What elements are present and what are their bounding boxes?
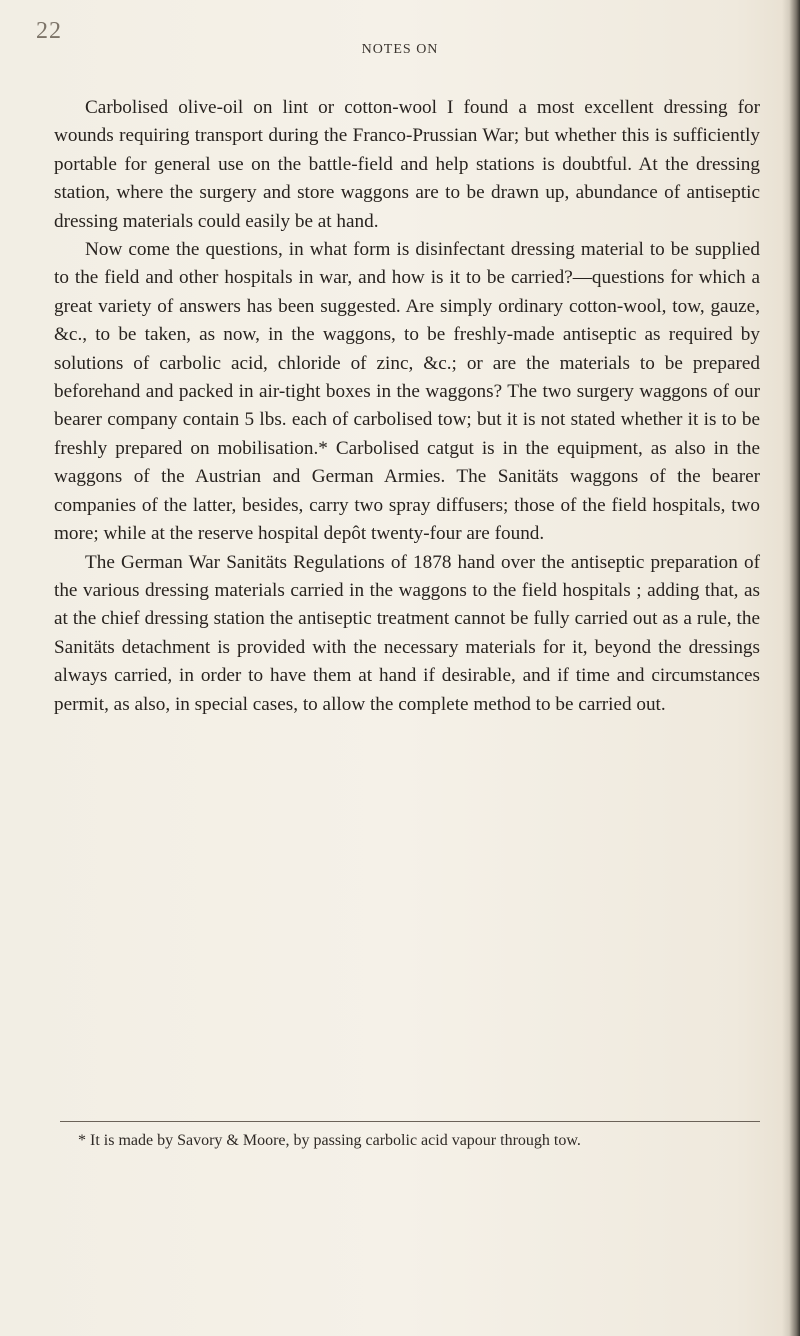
footnote: * It is made by Savory & Moore, by passing carbolic acid vapour through tow. bbox=[78, 1132, 581, 1149]
paragraph-2: Now come the questions, in what form is disinfectant dressing material to be supplied to the field and other hospitals in war, and how is it to be carried?—questions for which a great variety of answers has been suggested. Are simply ordinary cotton-wool, tow, gauze, &c., to be taken, as now, in the waggons, to be freshly-made antiseptic as required by solutions of carbolic acid, chloride of zinc, &c.; or are the materials to be prepared beforehand and packed in air-tight boxes in the waggons? The two surgery waggons of our bearer company contain 5 lbs. each of carbolised tow; but it is not stated whether it is to be freshly prepared on mobilisation.* Carbolised catgut is in the equipment, as also in the waggons of the Austrian and German Armies. The Sanitäts waggons of the bearer companies of the latter, besides, carry two spray diffusers; those of the field hospitals, two more; while at the reserve hospital depôt twenty-four are found. bbox=[54, 239, 760, 545]
paragraph-1: Carbolised olive-oil on lint or cotton-wool I found a most excellent dressing for wounds requiring transport during the Franco-Prussian War; but whether this is sufficiently portable for general use on the battle-field and help stations is doubtful. At the dressing station, where the surgery and store waggons are to be drawn up, abundance of antiseptic dressing materials could easily be at hand. bbox=[54, 97, 760, 232]
page-number: 22 bbox=[36, 18, 62, 44]
main-text bbox=[54, 94, 760, 719]
paragraph-3: The German War Sanitäts Regulations of 1878 hand over the antiseptic preparation of the various dressing materials carried in the waggons to the field hospitals ; adding that, as at the chief dressing station the antiseptic treatment cannot be fully carried out as a rule, the Sanitäts detachment is provided with the necessary materials for it, beyond the dressings always carried, in order to have them at hand if desirable, and if time and circumstances permit, as also, in special cases, to allow the complete method to be carried out. bbox=[54, 551, 760, 715]
running-head: NOTES ON bbox=[361, 42, 439, 57]
page-edge-shadow bbox=[782, 0, 800, 1336]
footnote-divider bbox=[60, 1121, 760, 1122]
